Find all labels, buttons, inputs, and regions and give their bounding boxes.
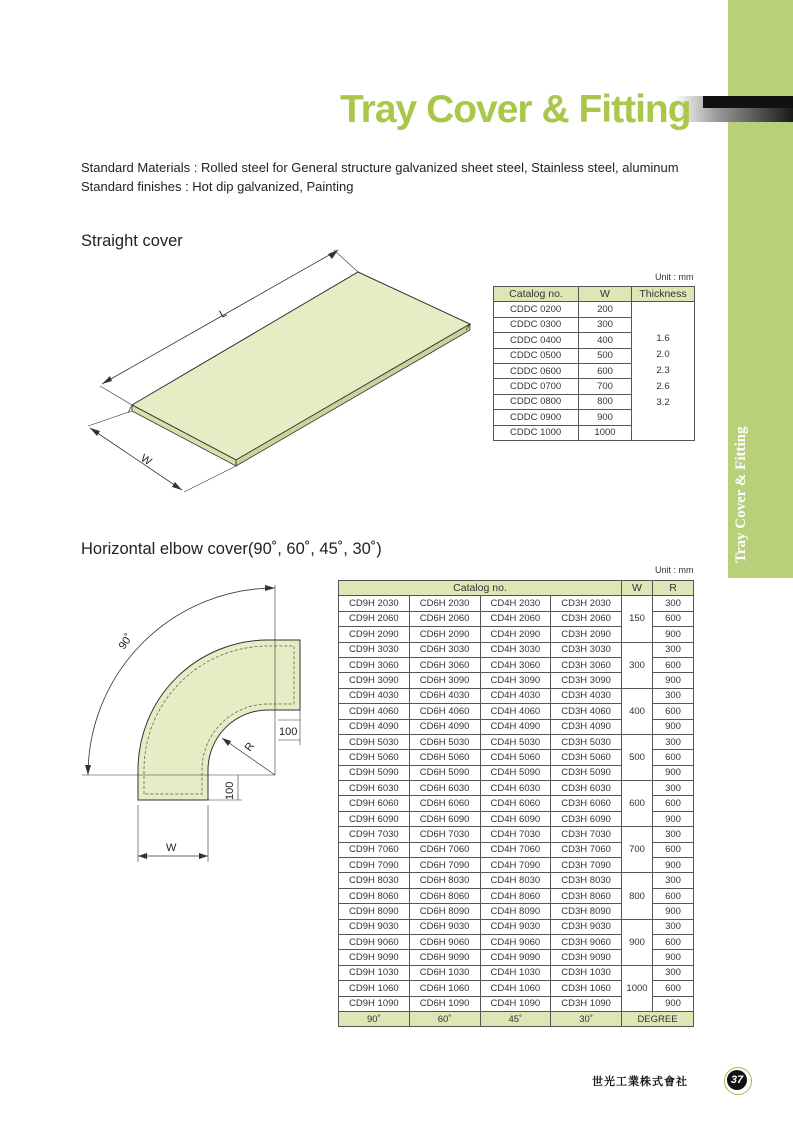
width-cell: 600 [579,363,632,378]
catalog-cell: CDDC 1000 [494,425,579,440]
catalog-cell: CD3H 6060 [551,796,622,811]
footer-30: 30˚ [551,1011,622,1026]
table-row [339,965,694,980]
radius-cell: 900 [653,858,694,873]
catalog-cell: CD9H 5030 [339,734,410,749]
thickness-value: 2.3 [656,365,670,377]
radius-cell: 900 [653,765,694,780]
radius-cell: 300 [653,781,694,796]
catalog-cell: CD4H 7030 [480,827,551,842]
radius-cell: 600 [653,704,694,719]
catalog-cell: CD9H 9060 [339,934,410,949]
catalog-cell: CD4H 3030 [480,642,551,657]
width-cell: 300 [579,317,632,332]
catalog-cell: CD6H 4030 [409,688,480,703]
catalog-cell: CD3H 8060 [551,888,622,903]
width-cell: 900 [622,919,653,965]
thickness-value: 1.6 [656,333,670,345]
width-cell: 200 [579,302,632,317]
page-number: 37 [727,1070,747,1090]
catalog-cell: CD6H 9060 [409,934,480,949]
catalog-cell: CD6H 7090 [409,858,480,873]
width-cell: 1000 [579,425,632,440]
catalog-cell: CD4H 2060 [480,611,551,626]
catalog-cell: CD6H 5090 [409,765,480,780]
catalog-cell: CD4H 7090 [480,858,551,873]
catalog-cell: CD3H 2090 [551,627,622,642]
catalog-cell: CD9H 4030 [339,688,410,703]
catalog-cell: CD9H 9090 [339,950,410,965]
catalog-cell: CD4H 2030 [480,596,551,611]
catalog-cell: CD9H 2030 [339,596,410,611]
catalog-cell: CD6H 1090 [409,996,480,1011]
radius-cell: 600 [653,981,694,996]
straight-unit: Unit : mm [655,272,694,282]
catalog-cell: CD9H 5060 [339,750,410,765]
catalog-cell: CD3H 3090 [551,673,622,688]
catalog-cell: CD9H 3030 [339,642,410,657]
catalog-cell: CD4H 1090 [480,996,551,1011]
catalog-cell: CD6H 8060 [409,888,480,903]
catalog-cell: CDDC 0900 [494,410,579,425]
catalog-cell: CD3H 3060 [551,657,622,672]
catalog-cell: CD3H 5090 [551,765,622,780]
thickness-value: 3.2 [656,397,670,409]
radius-cell: 600 [653,796,694,811]
catalog-cell: CDDC 0600 [494,363,579,378]
table-row [339,642,694,657]
catalog-cell: CD3H 5060 [551,750,622,765]
catalog-cell: CD6H 6030 [409,781,480,796]
catalog-cell: CD6H 7030 [409,827,480,842]
elbow-width-label: W [166,842,177,854]
catalog-cell: CD9H 7090 [339,858,410,873]
catalog-cell: CD6H 7060 [409,842,480,857]
catalog-cell: CD6H 2090 [409,627,480,642]
catalog-cell: CD3H 9060 [551,934,622,949]
catalog-cell: CD9H 2090 [339,627,410,642]
catalog-cell: CD6H 3060 [409,657,480,672]
radius-cell: 900 [653,950,694,965]
catalog-cell: CDDC 0700 [494,379,579,394]
col-catalog: Catalog no. [339,581,622,596]
length-label: L [217,307,229,321]
catalog-cell: CD3H 5030 [551,734,622,749]
table-row [339,827,694,842]
catalog-cell: CD3H 7090 [551,858,622,873]
width-cell: 150 [622,596,653,642]
catalog-cell: CD6H 3030 [409,642,480,657]
catalog-cell: CD4H 5030 [480,734,551,749]
col-w: W [622,581,653,596]
col-r: R [653,581,694,596]
catalog-cell: CD4H 8030 [480,873,551,888]
catalog-cell: CD3H 2030 [551,596,622,611]
catalog-cell: CD9H 1030 [339,965,410,980]
radius-cell: 600 [653,934,694,949]
catalog-cell: CD6H 1030 [409,965,480,980]
catalog-cell: CD9H 7060 [339,842,410,857]
catalog-cell: CD9H 8030 [339,873,410,888]
offset-label-v: 100 [224,781,236,800]
catalog-cell: CD6H 8030 [409,873,480,888]
catalog-cell: CD9H 6060 [339,796,410,811]
width-cell: 700 [579,379,632,394]
radius-cell: 300 [653,919,694,934]
catalog-cell: CD3H 8090 [551,904,622,919]
catalog-cell: CD9H 6030 [339,781,410,796]
radius-cell: 900 [653,627,694,642]
width-label: W [138,452,154,469]
radius-cell: 900 [653,673,694,688]
thickness-value: 2.6 [656,381,670,393]
catalog-cell: CD3H 1090 [551,996,622,1011]
width-cell: 700 [622,827,653,873]
footer-60: 60˚ [409,1011,480,1026]
catalog-cell: CDDC 0400 [494,333,579,348]
standard-materials: Standard Materials : Rolled steel for General structure galvanized sheet steel, Stainless steel, aluminum [81,160,679,175]
catalog-cell: CD9H 7030 [339,827,410,842]
catalog-cell: CD6H 5030 [409,734,480,749]
catalog-cell: CD3H 8030 [551,873,622,888]
width-cell: 800 [622,873,653,919]
catalog-cell: CD4H 1060 [480,981,551,996]
elbow-unit: Unit : mm [655,565,694,575]
catalog-cell: CD4H 3090 [480,673,551,688]
catalog-cell: CD4H 5060 [480,750,551,765]
width-cell: 500 [622,734,653,780]
catalog-cell: CD6H 2030 [409,596,480,611]
catalog-cell: CD6H 6090 [409,811,480,826]
col-w: W [579,287,632,302]
catalog-cell: CD6H 4090 [409,719,480,734]
radius-cell: 900 [653,811,694,826]
side-tab-label: Tray Cover & Fitting [733,426,749,563]
catalog-cell: CD4H 6030 [480,781,551,796]
catalog-cell: CD6H 5060 [409,750,480,765]
catalog-cell: CD3H 7030 [551,827,622,842]
catalog-cell: CD4H 4030 [480,688,551,703]
col-catalog: Catalog no. [494,287,579,302]
catalog-cell: CD9H 1090 [339,996,410,1011]
catalog-cell: CD3H 6030 [551,781,622,796]
angle-label: 90˚ [116,631,136,652]
width-cell: 900 [579,410,632,425]
footer-degree: DEGREE [622,1011,694,1026]
catalog-cell: CD9H 1060 [339,981,410,996]
company-name: 世光工業株式會社 [592,1076,688,1088]
catalog-cell: CD3H 1060 [551,981,622,996]
catalog-cell: CD4H 1030 [480,965,551,980]
radius-cell: 300 [653,596,694,611]
catalog-cell: CD3H 4060 [551,704,622,719]
catalog-cell: CD3H 7060 [551,842,622,857]
width-cell: 600 [622,781,653,827]
radius-cell: 600 [653,750,694,765]
width-cell: 1000 [622,965,653,1011]
radius-cell: 600 [653,611,694,626]
radius-cell: 600 [653,888,694,903]
catalog-cell: CD4H 7060 [480,842,551,857]
table-row [339,734,694,749]
catalog-cell: CD9H 4060 [339,704,410,719]
catalog-cell: CD3H 4090 [551,719,622,734]
table-row [339,688,694,703]
catalog-cell: CD6H 3090 [409,673,480,688]
table-row [339,781,694,796]
catalog-cell: CD4H 5090 [480,765,551,780]
width-cell: 800 [579,394,632,409]
catalog-cell: CD3H 4030 [551,688,622,703]
catalog-cell: CD3H 9090 [551,950,622,965]
catalog-cell: CD9H 8090 [339,904,410,919]
radius-label: R [242,740,258,754]
catalog-cell: CDDC 0200 [494,302,579,317]
radius-cell: 300 [653,734,694,749]
width-cell: 300 [622,642,653,688]
catalog-cell: CDDC 0800 [494,394,579,409]
catalog-cell: CDDC 0300 [494,317,579,332]
catalog-cell: CD6H 4060 [409,704,480,719]
footer-45: 45˚ [480,1011,551,1026]
straight-cover-title: Straight cover [81,232,183,250]
catalog-cell: CD3H 1030 [551,965,622,980]
width-cell: 400 [579,333,632,348]
catalog-cell: CD9H 3090 [339,673,410,688]
catalog-cell: CD9H 9030 [339,919,410,934]
catalog-cell: CD4H 9060 [480,934,551,949]
radius-cell: 300 [653,688,694,703]
catalog-cell: CD3H 6090 [551,811,622,826]
table-row [339,596,694,611]
offset-label-h: 100 [279,726,298,738]
catalog-cell: CD3H 9030 [551,919,622,934]
catalog-cell: CD4H 9030 [480,919,551,934]
radius-cell: 300 [653,873,694,888]
catalog-cell: CD4H 4090 [480,719,551,734]
catalog-cell: CD4H 4060 [480,704,551,719]
table-row [339,919,694,934]
catalog-cell: CD9H 2060 [339,611,410,626]
radius-cell: 300 [653,642,694,657]
catalog-cell: CD6H 1060 [409,981,480,996]
catalog-cell: CD6H 8090 [409,904,480,919]
catalog-cell: CD4H 2090 [480,627,551,642]
standard-finishes: Standard finishes : Hot dip galvanized, Painting [81,179,354,194]
catalog-cell: CD9H 4090 [339,719,410,734]
catalog-cell: CD6H 6060 [409,796,480,811]
catalog-cell: CD4H 8090 [480,904,551,919]
catalog-cell: CD6H 9090 [409,950,480,965]
elbow-panel [138,640,300,800]
thickness-value: 2.0 [656,349,670,361]
catalog-cell: CD4H 9090 [480,950,551,965]
catalog-cell: CDDC 0500 [494,348,579,363]
radius-cell: 900 [653,719,694,734]
elbow-cover-title: Horizontal elbow cover(90˚, 60˚, 45˚, 30˚) [81,540,382,558]
catalog-cell: CD6H 9030 [409,919,480,934]
width-cell: 500 [579,348,632,363]
catalog-cell: CD9H 8060 [339,888,410,903]
page-title: Tray Cover & Fitting [340,88,691,131]
footer-90: 90˚ [339,1011,410,1026]
radius-cell: 900 [653,904,694,919]
radius-cell: 900 [653,996,694,1011]
catalog-cell: CD6H 2060 [409,611,480,626]
radius-cell: 300 [653,827,694,842]
catalog-cell: CD3H 3030 [551,642,622,657]
catalog-cell: CD4H 6060 [480,796,551,811]
table-row [339,873,694,888]
width-cell: 400 [622,688,653,734]
catalog-cell: CD9H 3060 [339,657,410,672]
radius-cell: 600 [653,842,694,857]
catalog-cell: CD4H 6090 [480,811,551,826]
radius-cell: 300 [653,965,694,980]
col-thickness: Thickness [632,287,695,302]
catalog-cell: CD4H 3060 [480,657,551,672]
catalog-cell: CD9H 5090 [339,765,410,780]
elbow-cover-table [338,580,694,1027]
radius-cell: 600 [653,657,694,672]
catalog-cell: CD9H 6090 [339,811,410,826]
catalog-cell: CD4H 8060 [480,888,551,903]
catalog-cell: CD3H 2060 [551,611,622,626]
